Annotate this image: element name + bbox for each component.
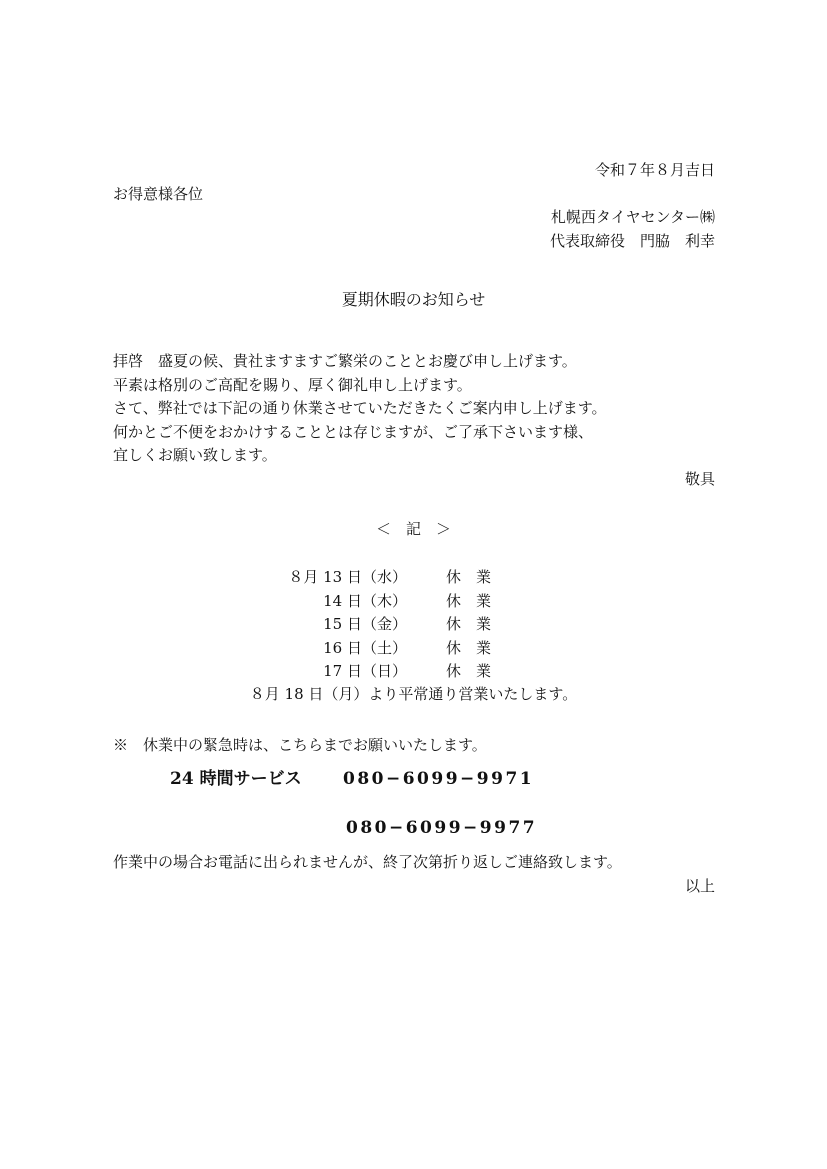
- resume-notice: ８月 18 日（月）より平常通り営業いたします。: [249, 685, 578, 703]
- body-line: さて、弊社では下記の通り休業させていただきたくご案内申し上げます。: [113, 399, 607, 417]
- schedule-row: [0, 566, 827, 590]
- end-mark: 以上: [684, 877, 715, 895]
- callback-note: 作業中の場合お電話に出られませんが、終了次第折り返しご連絡致します。: [113, 853, 622, 871]
- schedule-date: 14 日（木）: [323, 591, 407, 610]
- schedule-row: [0, 637, 827, 661]
- document-title: 夏期休暇のお知らせ: [341, 290, 486, 309]
- phone-number-secondary: 080−6099−9977: [346, 818, 538, 838]
- schedule-date: 15 日（金）: [323, 615, 407, 634]
- schedule-date: 17 日（日）: [323, 662, 407, 681]
- body-line: 平素は格別のご高配を賜り、厚く御礼申し上げます。: [113, 375, 472, 394]
- document-date: 令和７年８月吉日: [594, 161, 715, 179]
- schedule-status: 休 業: [446, 638, 492, 657]
- ki-heading: ＜ 記 ＞: [375, 520, 451, 538]
- schedule-row: [0, 590, 827, 614]
- service-label: 24 時間サービス: [170, 769, 302, 789]
- body-line: 何かとご不便をおかけすることとは存じますが、ご了承下さいます様、: [113, 422, 594, 441]
- recipient: お得意様各位: [113, 185, 204, 203]
- emergency-note: ※ 休業中の緊急時は、こちらまでお願いいたします。: [113, 736, 487, 754]
- representative-name: 代表取締役 門脇 利幸: [549, 232, 715, 250]
- schedule-status: 休 業: [446, 591, 492, 610]
- schedule-row: [0, 660, 827, 684]
- schedule-status: 休 業: [446, 615, 492, 634]
- company-name: 札幌西タイヤセンター㈱: [550, 208, 715, 226]
- body-line: 拝啓 盛夏の候、貴社ますますご繁栄のこととお慶び申し上げます。: [113, 352, 577, 370]
- body-line: 宜しくお願い致します。: [113, 446, 277, 464]
- schedule-row: [0, 613, 827, 637]
- closing-word: 敬具: [684, 470, 715, 488]
- schedule-status: 休 業: [446, 568, 492, 586]
- schedule-date: 16 日（土）: [323, 638, 407, 657]
- schedule-date: ８月 13 日（水）: [288, 568, 407, 586]
- body-paragraph: [113, 350, 607, 468]
- schedule-status: 休 業: [446, 662, 492, 681]
- phone-number-primary: 080−6099−9971: [343, 769, 535, 789]
